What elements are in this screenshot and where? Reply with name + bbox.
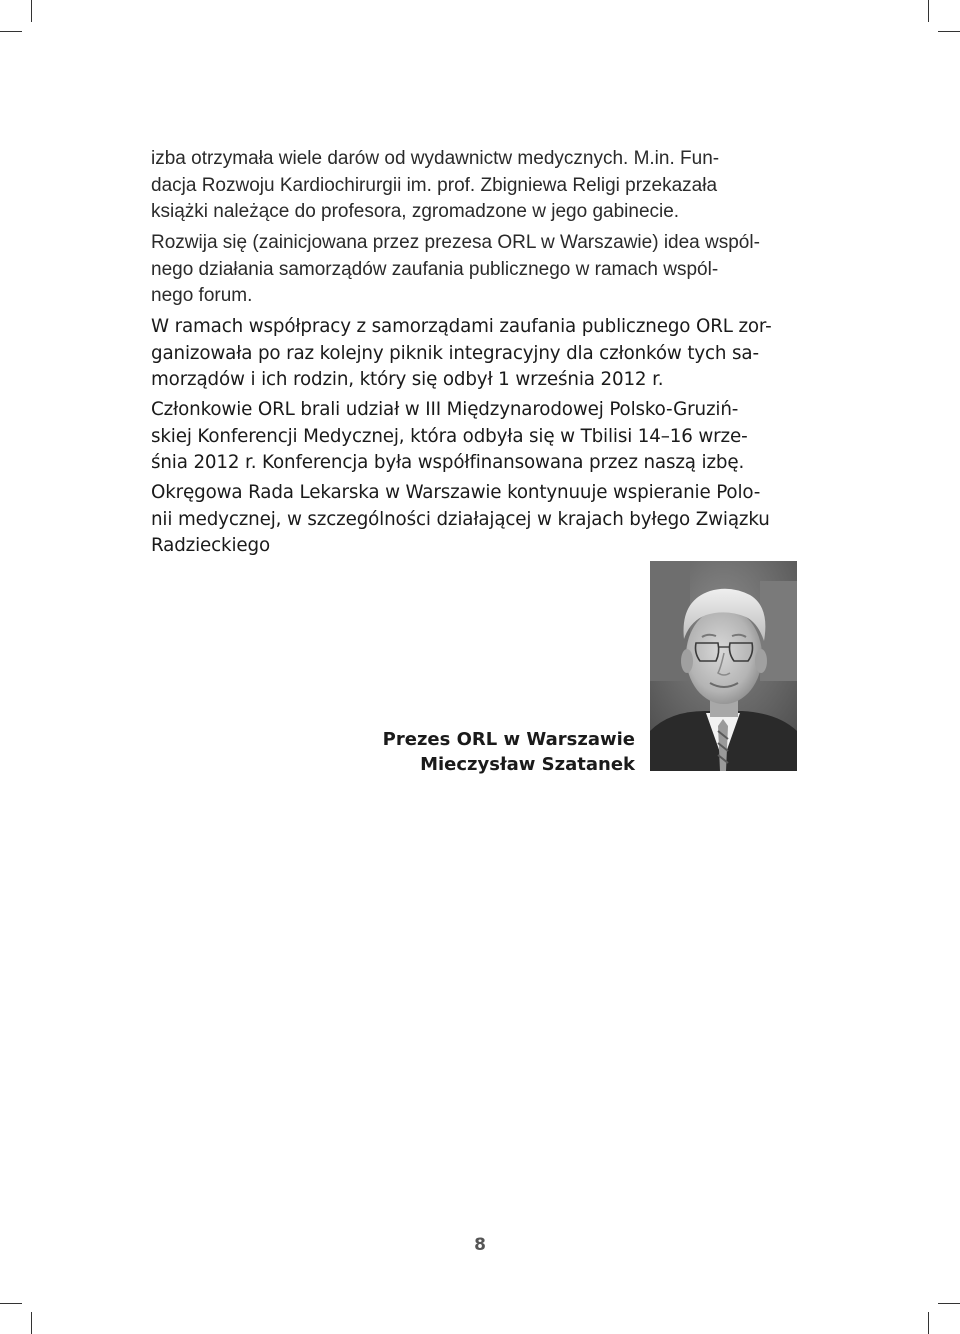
text-line: izba otrzymała wiele darów od wydawnictw medycznych. M.in. Fun-: [151, 148, 720, 169]
text-line: Członkowie ORL brali udział w III Międzynarodowej Polsko-Gruziń-: [151, 399, 739, 420]
caption-title: Prezes ORL w Warszawie: [382, 729, 635, 750]
portrait-illustration: [650, 561, 797, 771]
caption-name: Mieczysław Szatanek: [420, 754, 635, 775]
paragraph-picnic: [151, 314, 811, 394]
portrait-photo: [650, 561, 797, 771]
paragraph-donations: [151, 146, 811, 226]
crop-mark-bottom-left-vertical: [31, 1312, 32, 1334]
crop-mark-top-left-vertical: [31, 0, 32, 22]
crop-mark-top-right-vertical: [928, 0, 929, 22]
paragraph-forum: [151, 230, 811, 310]
paragraph-polonia: [151, 480, 811, 560]
crop-mark-bottom-right-horizontal: [938, 1303, 960, 1304]
text-line: Okręgowa Rada Lekarska w Warszawie kontynuuje wspieranie Polo-: [151, 482, 761, 503]
crop-mark-top-left-horizontal: [0, 31, 22, 32]
text-line: ganizowała po raz kolejny piknik integracyjny dla członków tych sa-: [151, 342, 759, 364]
text-line: nego forum.: [151, 285, 253, 306]
crop-mark-bottom-left-horizontal: [0, 1303, 22, 1304]
photo-caption: [383, 727, 635, 777]
text-line: Radzieckiego: [151, 535, 270, 556]
crop-mark-top-right-horizontal: [938, 31, 960, 32]
crop-mark-bottom-right-vertical: [928, 1312, 929, 1334]
paragraph-conference: [151, 397, 811, 477]
text-line: nego działania samorządów zaufania publicznego w ramach wspól-: [151, 258, 719, 280]
text-line: dacja Rozwoju Kardiochirurgii im. prof. Zbigniewa Religi przekazała: [151, 174, 718, 196]
text-line: Rozwija się (zainicjowana przez prezesa ORL w Warszawie) idea wspól-: [151, 232, 760, 253]
text-line: morządów i ich rodzin, który się odbył 1 września 2012 r.: [151, 369, 664, 390]
text-line: śnia 2012 r. Konferencja była współfinansowana przez naszą izbę.: [151, 452, 745, 473]
text-line: W ramach współpracy z samorządami zaufania publicznego ORL zor-: [151, 316, 772, 337]
text-line: książki należące do profesora, zgromadzone w jego gabinecie.: [151, 201, 680, 222]
text-line: skiej Konferencji Medycznej, która odbyła się w Tbilisi 14–16 wrze-: [151, 425, 748, 447]
page-number: 8: [474, 1235, 486, 1255]
text-line: nii medycznej, w szczególności działającej w krajach byłego Związku: [151, 508, 770, 530]
